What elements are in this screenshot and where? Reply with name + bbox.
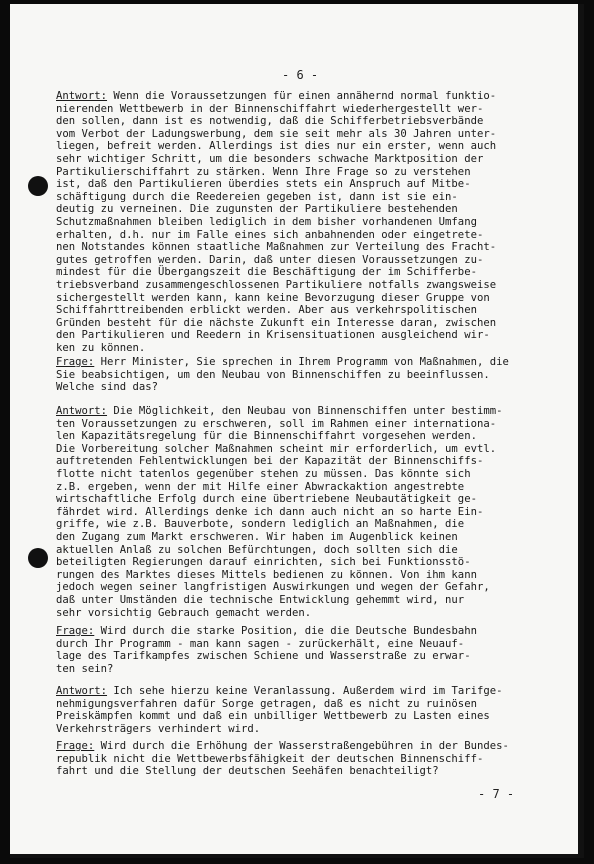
answer-text: Ich sehe hierzu keine Veranlassung. Außerdem wird im Tarifge- nehmigungsverfahren dafür Sorge getragen, daß es nicht zu ruinösen Preiskämpfen kommt und daß ein unbilliger Wettbewerb zu Lasten eines Verkehrsträgers verhindert wird. <box>56 685 503 735</box>
scan-edge-bottom <box>10 854 584 858</box>
document-page <box>10 4 584 858</box>
page-number-bottom: - 7 - <box>478 787 515 801</box>
punch-hole-bottom <box>28 548 48 568</box>
scan-edge-right <box>578 4 584 858</box>
question-label: Frage: <box>56 740 95 752</box>
question-block <box>56 740 566 778</box>
question-label: Frage: <box>56 625 95 637</box>
question-block <box>56 625 566 675</box>
question-text: Herr Minister, Sie sprechen in Ihrem Programm von Maßnahmen, die Sie beabsichtigen, um den Neubau von Binnenschiffen zu beeinflussen. Welche sind das? <box>56 356 509 394</box>
answer-label: Antwort: <box>56 405 108 417</box>
punch-hole-top <box>28 176 48 196</box>
answer-label: Antwort: <box>56 90 108 102</box>
page-number-top: - 6 - <box>282 68 319 82</box>
question-label: Frage: <box>56 356 95 368</box>
question-block <box>56 356 566 394</box>
answer-text: Die Möglichkeit, den Neubau von Binnenschiffen unter bestimm- ten Voraussetzungen zu erschweren, soll im Rahmen einer internationa- len Kapazitätsregelung für die Binnenschiffahrt vorgesehen werden. Die Vorbereitung solcher Maßnahmen scheint mir erforderlich, um evtl. auftretenden Fehlentwicklungen bei der Kapazität der Binnenschiffs- flotte nicht tatenlos gegenüber stehen zu müssen. Das könnte sich z.B. ergeben, wenn der mit Hilfe einer Abwrackaktion angestrebte wirtschaftliche Erfolg durch eine übertriebene Neubautätigkeit ge- fährdet wird. Allerdings denke ich dann auch nicht an so harte Ein- griffe, wie z.B. Bauverbote, sondern lediglich an Maßnahmen, die den Zugang zum Markt erschweren. Wir haben im Augenblick keinen aktuellen Anlaß zu solchen Befürchtungen, doch sollten sich die beteiligten Regierungen darauf einrichten, sich bei Funktionsstö- rungen des Marktes dieses Mittels bedienen zu können. Von ihm kann jedoch wegen seiner langfristigen Auswirkungen und wegen der Gefahr, daß unter Umständen die technische Entwicklung gehemmt wird, nur sehr vorsichtig Gebrauch gemacht werden. <box>56 405 503 619</box>
answer-block <box>56 405 566 619</box>
answer-text: Wenn die Voraussetzungen für einen annähernd normal funktio- nierenden Wettbewerb in der Binnenschiffahrt wiederhergestellt wer- den sollen, dann ist es notwendig, daß die Schifferbetriebsverbände vom Verbot der Ladungswerbung, dem sie seit mehr als 30 Jahren unter- liegen, befreit werden. Allerdings ist dies nur ein erster, wenn auch sehr wichtiger Schritt, um die besonders schwache Marktposition der Partikulierschiffahrt zu stärken. Wenn Ihre Frage so zu verstehen ist, daß den Partikulieren überdies stets ein Anspruch auf Mitbe- schäftigung durch die Reedereien gegeben ist, dann ist sie ein- deutig zu verneinen. Die zugunsten der Partikuliere bestehenden Schutzmaßnahmen bleiben lediglich in dem bisher vorhandenen Umfang erhalten, d.h. nur im Falle eines sich anbahnenden oder eingetrete- nen Notstandes können staatliche Maßnahmen zur Verteilung des Fracht- gutes getroffen werden. Darin, daß unter diesen Voraussetzungen zu- mindest für die Übergangszeit die Beschäftigung der im Schifferbe- triebsverband zusammengeschlossenen Partikuliere notfalls zwangsweise sichergestellt werden kann, kann keine Bevorzugung dieser Gruppe von Schiffahrttreibenden erblickt werden. Aber aus verkehrspolitischen Gründen besteht für die nächste Zukunft ein Interesse daran, zwischen den Partikulieren und Reedern in Krisensituationen ausgleichend wir- ken zu können. <box>56 90 497 354</box>
question-text: Wird durch die starke Position, die die Deutsche Bundesbahn durch Ihr Programm - man kann sagen - zurückerhält, eine Neuauf- lage des Tarifkampfes zwischen Schiene und Wasserstraße zu erwar- ten sein? <box>56 625 477 675</box>
answer-label: Antwort: <box>56 685 108 697</box>
answer-block <box>56 90 566 354</box>
answer-block <box>56 685 566 735</box>
question-text: Wird durch die Erhöhung der Wasserstraßengebühren in der Bundes- republik nicht die Wettbewerbsfähigkeit der deutschen Binnenschiff- fahrt und die Stellung der deutschen Seehäfen benachteiligt? <box>56 740 509 778</box>
